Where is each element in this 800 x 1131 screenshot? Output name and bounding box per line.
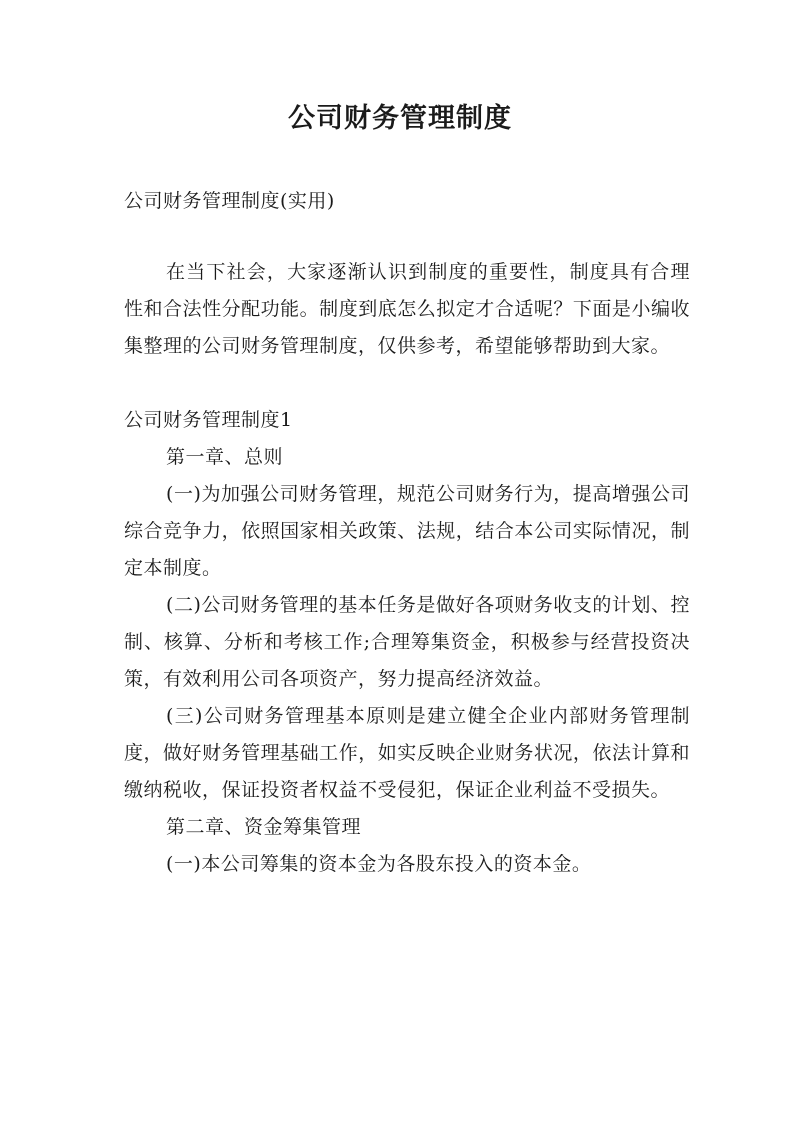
chapter-heading: 第二章、资金筹集管理 [166, 816, 362, 838]
clause-paragraph: (三)公司财务管理基本原则是建立健全企业内部财务管理制度，做好财务管理基础工作，如实反映企业财务状况，依法计算和缴纳税收，保证投资者权益不受侵犯，保证企业利益不受损失。 [124, 705, 690, 801]
intro-paragraph: 在当下社会，大家逐渐认识到制度的重要性，制度具有合理性和合法性分配功能。制度到底怎么拟定才合适呢？下面是小编收集整理的公司财务管理制度，仅供参考，希望能够帮助到大家。 [124, 261, 690, 357]
clause-paragraph: (一)为加强公司财务管理，规范公司财务行为，提高增强公司综合竞争力，依照国家相关政策、法规，结合本公司实际情况，制定本制度。 [124, 483, 690, 579]
document-body [124, 183, 690, 883]
document-subtitle: 公司财务管理制度(实用) [124, 190, 335, 212]
chapter-heading: 第一章、总则 [166, 446, 284, 468]
document-title: 公司财务管理制度 [288, 103, 512, 134]
clause-paragraph: (二)公司财务管理的基本任务是做好各项财务收支的计划、控制、核算、分析和考核工作;合理筹集资金，积极参与经营投资决策，有效利用公司各项资产，努力提高经济效益。 [124, 594, 690, 690]
section-heading: 公司财务管理制度1 [124, 409, 293, 431]
clause-paragraph: (一)本公司筹集的资本金为各股东投入的资本金。 [166, 853, 592, 875]
